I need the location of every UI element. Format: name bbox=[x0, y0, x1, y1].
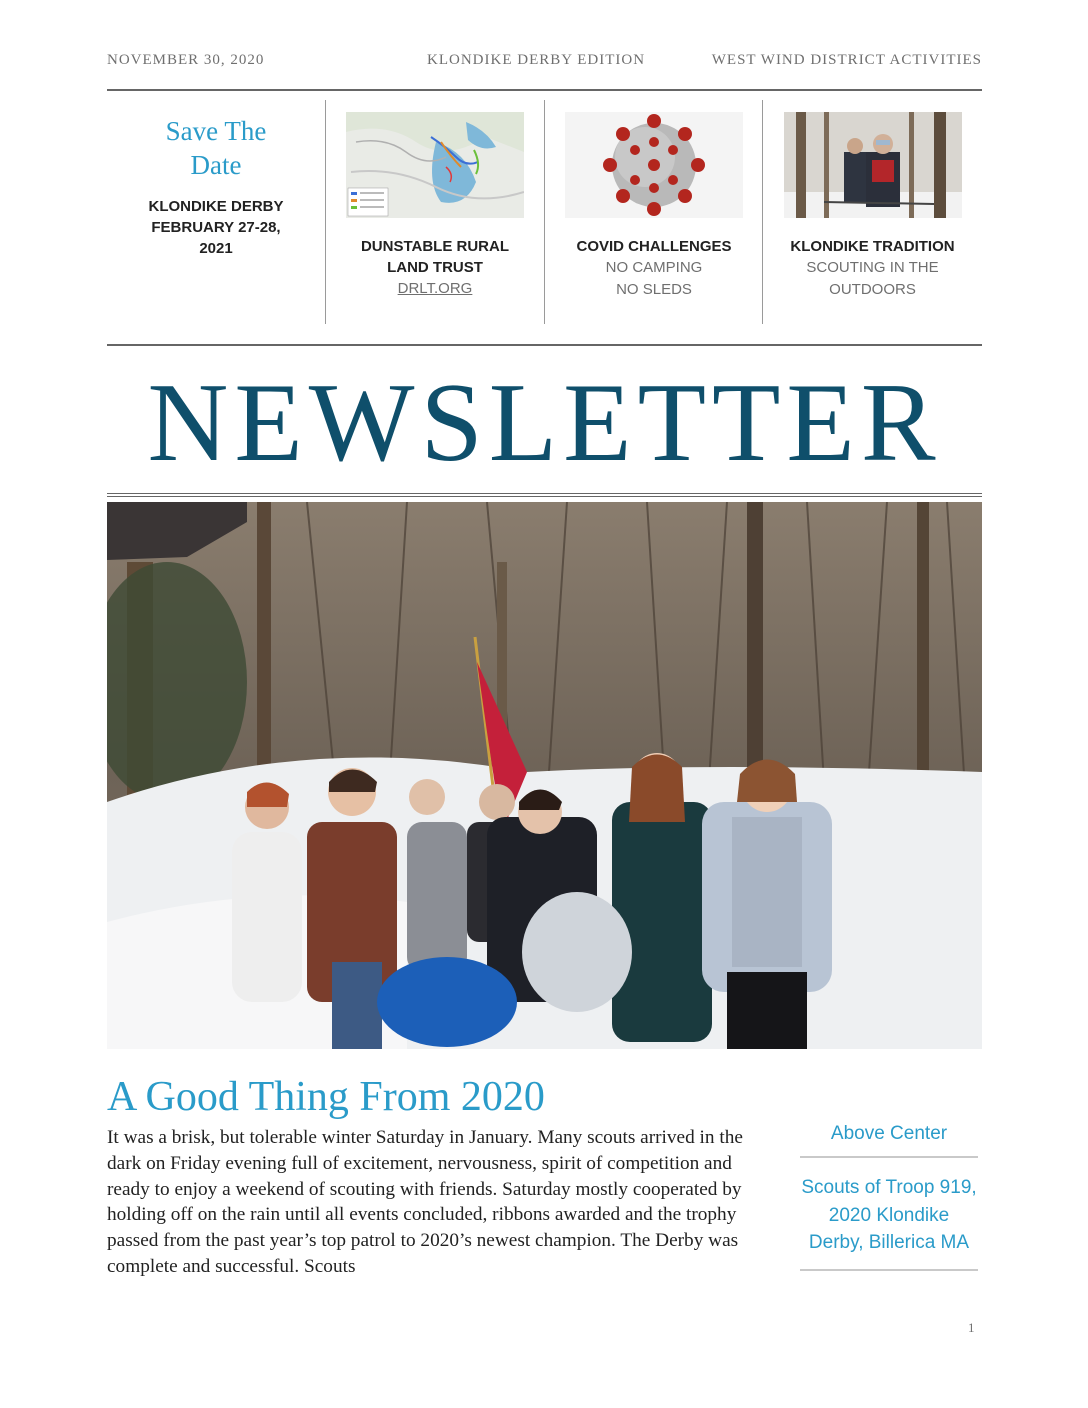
trail-map-graphic bbox=[346, 112, 524, 218]
newsletter-masthead: NEWSLETTER bbox=[147, 361, 942, 485]
masthead-rule-bottom bbox=[107, 496, 982, 497]
event-dates: FEBRUARY 27-28, 2021 bbox=[151, 219, 281, 257]
header-rule bbox=[107, 89, 982, 91]
event-name: KLONDIKE DERBY bbox=[148, 198, 284, 215]
masthead-rule-top bbox=[107, 493, 982, 494]
section-rule bbox=[107, 344, 982, 346]
edition-label: KLONDIKE DERBY EDITION bbox=[427, 52, 646, 68]
article-title: A Good Thing From 2020 bbox=[107, 1074, 545, 1120]
photo-caption-sidebar bbox=[800, 1120, 978, 1271]
issue-date: NOVEMBER 30, 2020 bbox=[107, 52, 265, 68]
feature-title: KLONDIKE TRADITION bbox=[790, 238, 955, 255]
feature-line: OUTDOORS bbox=[829, 281, 916, 298]
feature-line: SCOUTING IN THE bbox=[806, 259, 939, 276]
trail-map-image bbox=[346, 112, 524, 218]
save-the-date-title: Save The Date bbox=[165, 116, 267, 180]
scouts-in-woods-image bbox=[784, 112, 962, 218]
feature-line: NO SLEDS bbox=[616, 281, 692, 298]
feature-title: COVID CHALLENGES bbox=[576, 238, 732, 255]
drlt-link[interactable]: DRLT.ORG bbox=[397, 280, 473, 297]
feature-covid bbox=[545, 100, 763, 324]
hero-photo bbox=[107, 502, 982, 1049]
virus-image bbox=[565, 112, 743, 218]
page-number: 1 bbox=[968, 1320, 975, 1335]
feature-title: DUNSTABLE RURAL LAND TRUST bbox=[360, 238, 510, 276]
page-header bbox=[107, 52, 982, 76]
feature-tradition bbox=[763, 100, 982, 324]
feature-land-trust bbox=[326, 100, 544, 324]
virus-graphic bbox=[565, 112, 743, 218]
feature-line: NO CAMPING bbox=[605, 259, 703, 276]
sidebar-caption: Scouts of Troop 919, 2020 Klondike Derby, Billerica MA bbox=[800, 1158, 978, 1271]
woods-photo-graphic bbox=[784, 112, 962, 218]
sidebar-heading: Above Center bbox=[800, 1120, 978, 1158]
district-label: WEST WIND DISTRICT ACTIVITIES bbox=[711, 52, 982, 68]
event-details bbox=[107, 196, 325, 259]
scouts-group-photo-graphic bbox=[107, 502, 982, 1049]
save-the-date-column bbox=[107, 100, 325, 324]
article-body: It was a brisk, but tolerable winter Saturday in January. Many scouts arrived in the dark on Friday evening full of excitement, nervousness, spirit of competition and ready to enjoy a weekend of scouting with friends. Saturday mostly cooperated by holding off on the rain until all events concluded, ribbons awarded and the trophy passed from the past year’s top patrol to 2020’s newest champion. The Derby was complete and successful. Scouts bbox=[107, 1127, 743, 1277]
